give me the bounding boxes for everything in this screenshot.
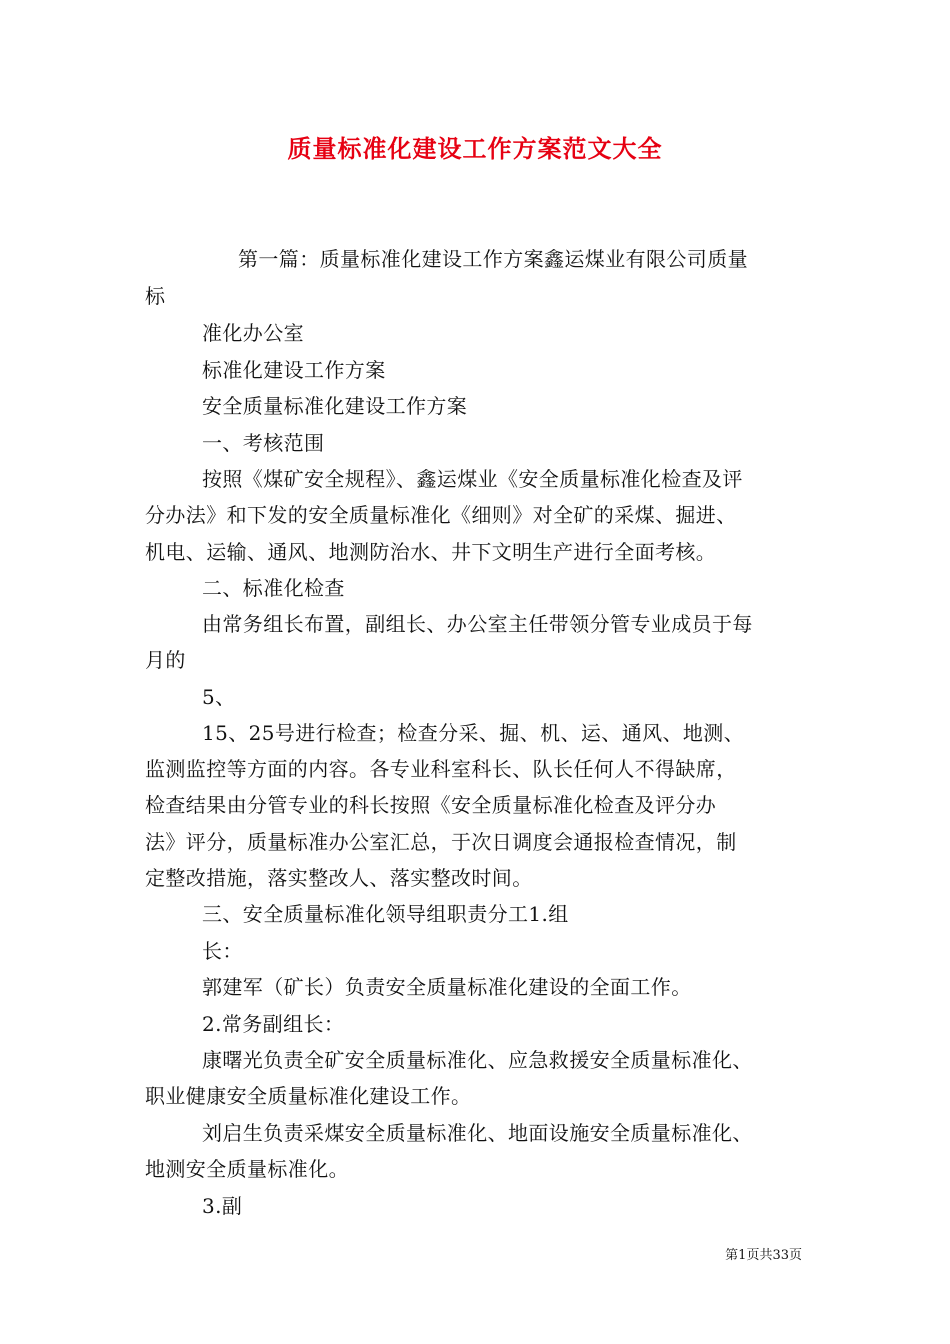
body-line: 定整改措施，落实整改人、落实整改时间。 bbox=[145, 866, 533, 890]
body-line: 标准化建设工作方案 bbox=[202, 358, 386, 382]
body-line: 准化办公室 bbox=[202, 321, 304, 345]
page-number-footer: 第1页共33页 bbox=[725, 1248, 802, 1263]
body-line: 地测安全质量标准化。 bbox=[145, 1157, 349, 1181]
document-title: 质量标准化建设工作方案范文大全 bbox=[287, 135, 663, 163]
body-line: 法》评分，质量标准办公室汇总，于次日调度会通报检查情况，制 bbox=[145, 830, 737, 854]
body-line: 刘启生负责采煤安全质量标准化、地面设施安全质量标准化、 bbox=[202, 1121, 753, 1145]
body-line: 按照《煤矿安全规程》、鑫运煤业《安全质量标准化检查及评 bbox=[202, 467, 743, 491]
body-line: 由常务组长布置，副组长、办公室主任带领分管专业成员于每 bbox=[202, 612, 753, 636]
body-line: 安全质量标准化建设工作方案 bbox=[202, 394, 468, 418]
body-line: 检查结果由分管专业的科长按照《安全质量标准化检查及评分办 bbox=[145, 793, 717, 817]
body-line: 15、25号进行检查；检查分采、掘、机、运、通风、地测、 bbox=[202, 721, 745, 745]
body-line: 分办法》和下发的安全质量标准化《细则》对全矿的采煤、掘进、 bbox=[145, 503, 737, 527]
body-line: 2.常务副组长： bbox=[202, 1012, 345, 1036]
body-line: 长： bbox=[202, 939, 243, 963]
body-line: 二、标准化检查 bbox=[202, 576, 345, 600]
body-line: 月的 bbox=[145, 648, 186, 672]
body-line: 5、 bbox=[202, 685, 236, 709]
body-line: 康曙光负责全矿安全质量标准化、应急救援安全质量标准化、 bbox=[202, 1048, 753, 1072]
body-line: 标 bbox=[145, 284, 166, 308]
body-line: 一、考核范围 bbox=[202, 431, 325, 455]
body-line: 郭建军（矿长）负责安全质量标准化建设的全面工作。 bbox=[202, 975, 692, 999]
body-line: 职业健康安全质量标准化建设工作。 bbox=[145, 1084, 472, 1108]
body-line: 3.副 bbox=[202, 1194, 243, 1218]
body-line: 第一篇：质量标准化建设工作方案鑫运煤业有限公司质量 bbox=[238, 247, 748, 271]
body-line: 三、安全质量标准化领导组职责分工1.组 bbox=[202, 902, 569, 926]
body-line: 监测监控等方面的内容。各专业科室科长、队长任何人不得缺席， bbox=[145, 757, 737, 781]
body-line: 机电、运输、通风、地测防治水、井下文明生产进行全面考核。 bbox=[145, 540, 717, 564]
